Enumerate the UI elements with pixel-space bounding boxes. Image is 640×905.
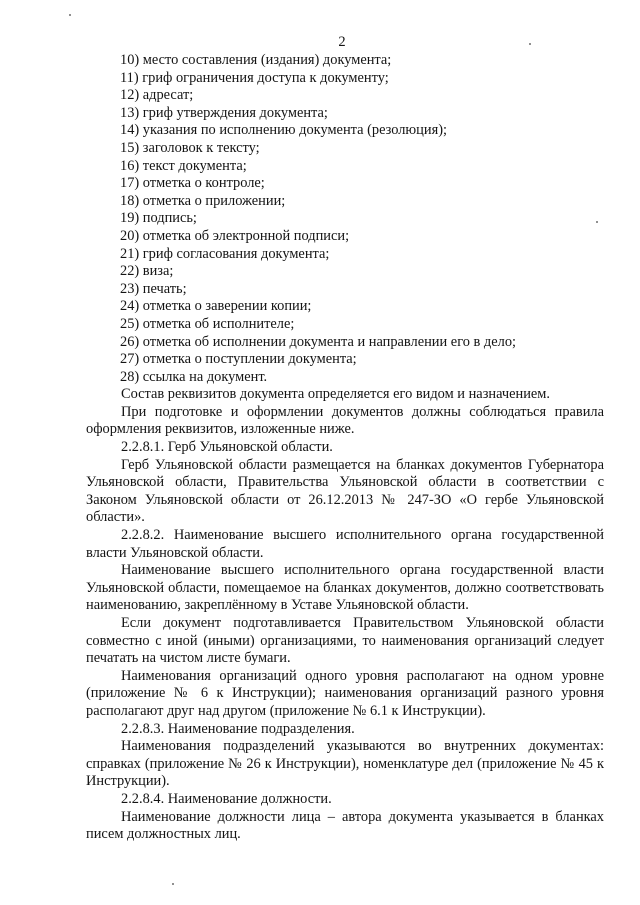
paragraph-executive-body-name: Наименование высшего исполнительного органа государственной власти Ульяновской области, помещаемое на бланках документов, должно соответствовать наименованию, закреплённому в Уставе Ульяновской области.	[86, 562, 604, 614]
list-item: 22) виза;	[120, 263, 174, 280]
scan-speck	[69, 14, 71, 16]
paragraph-organization-levels: Наименования организаций одного уровня располагают на одном уровне (приложение № 6 к Инструкции); наименования организаций разного уровня располагают друг над другом (приложение № 6.1 к Инструкции).	[86, 667, 604, 719]
section-heading-2-2-8-4: 2.2.8.4. Наименование должности.	[121, 790, 332, 807]
paragraph-joint-document: Если документ подготавливается Правительством Ульяновской области совместно с иной (иными) организациями, то наименования организаций следует печатать на чистом листе бумаги.	[86, 615, 604, 667]
list-item: 19) подпись;	[120, 210, 197, 227]
list-item: 20) отметка об электронной подписи;	[120, 227, 350, 244]
paragraph-requisites-composition: Состав реквизитов документа определяется его видом и назначением.	[121, 386, 551, 403]
requisites-list	[86, 52, 604, 386]
list-item: 12) адресат;	[120, 87, 194, 104]
list-item: 27) отметка о поступлении документа;	[120, 351, 357, 368]
list-item: 14) указания по исполнению документа (резолюция);	[120, 122, 447, 139]
document-body	[86, 52, 604, 844]
scan-speck	[596, 221, 598, 223]
list-item: 16) текст документа;	[120, 157, 247, 174]
section-heading-2-2-8-3: 2.2.8.3. Наименование подразделения.	[121, 720, 355, 737]
paragraph-preparation-rules: При подготовке и оформлении документов должны соблюдаться правила оформления реквизитов, изложенные ниже.	[86, 403, 604, 438]
list-item: 18) отметка о приложении;	[120, 192, 286, 209]
list-item: 26) отметка об исполнении документа и направлении его в дело;	[120, 333, 517, 350]
list-item: 15) заголовок к тексту;	[120, 139, 260, 156]
list-item: 24) отметка о заверении копии;	[120, 298, 312, 315]
list-item: 21) гриф согласования документа;	[120, 245, 330, 262]
page-number: 2	[338, 34, 346, 50]
list-item: 17) отметка о контроле;	[120, 175, 265, 192]
scan-speck	[172, 883, 174, 885]
list-item: 28) ссылка на документ.	[120, 368, 268, 385]
section-heading-2-2-8-2: 2.2.8.2. Наименование высшего исполнительного органа государственной власти Ульяновской области.	[86, 527, 604, 561]
list-item: 13) гриф утверждения документа;	[120, 104, 328, 121]
paragraph-coat-of-arms: Герб Ульяновской области размещается на бланках документов Губернатора Ульяновской области, Правительства Ульяновской области в соответствии с Законом Ульяновской области от 26.12.2013 № 247-ЗО «О гербе Ульяновской области».	[86, 456, 604, 526]
list-item: 25) отметка об исполнителе;	[120, 315, 295, 332]
paragraph-subdivision-names: Наименования подразделений указываются во внутренних документах: справках (приложение № 26 к Инструкции), номенклатуре дел (приложение № 45 к Инструкции).	[86, 738, 604, 790]
list-item: 23) печать;	[120, 280, 187, 297]
list-item: 10) место составления (издания) документа;	[120, 52, 392, 68]
section-heading-2-2-8-1: 2.2.8.1. Герб Ульяновской области.	[121, 439, 333, 456]
paragraph-position-name: Наименование должности лица – автора документа указывается в бланках писем должностных лиц.	[86, 808, 604, 843]
list-item: 11) гриф ограничения доступа к документу;	[120, 69, 389, 86]
scan-speck	[529, 43, 531, 45]
